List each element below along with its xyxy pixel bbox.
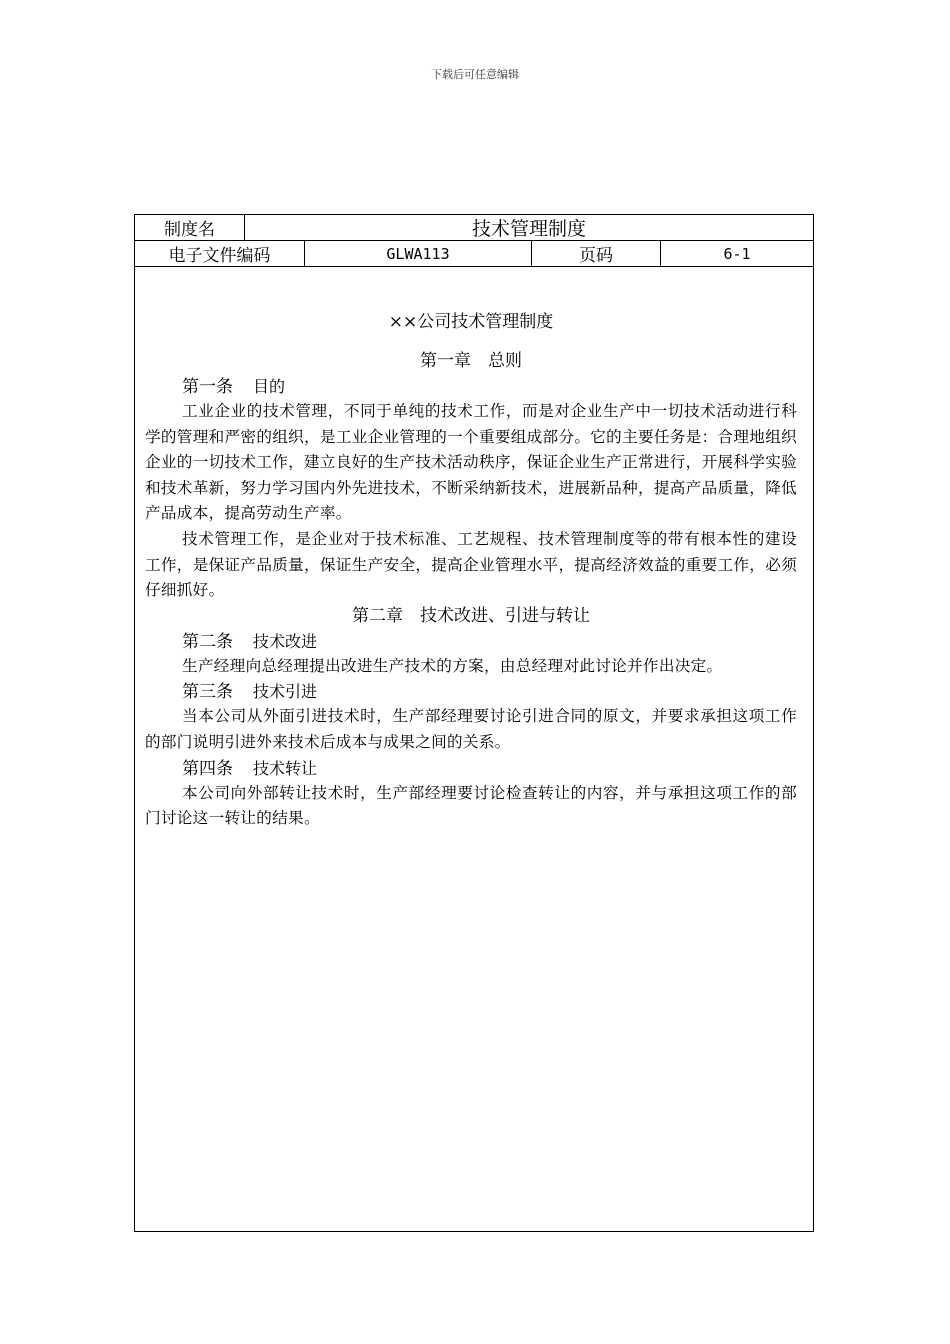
paragraph: 技术管理工作，是企业对于技术标准、工艺规程、技术管理制度等的带有根本性的建设工作，是保证产品质量，保证生产安全，提高企业管理水平，提高经济效益的重要工作，必须仔细抓好。 (145, 529, 797, 600)
article-number: 第三条 (182, 682, 233, 703)
name-label: 制度名 (135, 215, 245, 240)
article-name: 技术转让 (253, 758, 318, 778)
article-name: 技术改进 (253, 631, 318, 651)
file-code-label: 电子文件编码 (135, 241, 305, 266)
watermark: 下载后可任意编辑 (431, 68, 519, 81)
paragraph: 工业企业的技术管理，不同于单纯的技术工作，而是对企业生产中一切技术活动进行科学的管理和严密的组织，是工业企业管理的一个重要组成部分。它的主要任务是：合理地组织企业的一切技术工作，建立良好的生产技术活动秩序，保证企业生产正常进行，开展科学实验和技术革新，努力学习国内外先进技术，不断采纳新技术，进展新品种，提高产品质量，降低产品成本，提高劳动生产率。 (145, 402, 797, 523)
file-code-value: GLWA113 (305, 241, 532, 266)
chapter-title: 第二章 技术改进、引进与转让 (352, 605, 590, 626)
paragraph: 本公司向外部转让技术时，生产部经理要讨论检查转让的内容，并与承担这项工作的部门讨论这一转让的结果。 (145, 783, 797, 828)
chapter-title: 第一章 总则 (420, 351, 522, 371)
article-number: 第四条 (182, 758, 233, 779)
document-body (145, 267, 797, 832)
article-number: 第二条 (182, 631, 233, 652)
article-heading (145, 756, 797, 781)
page-value: 6-1 (723, 244, 751, 263)
article-name: 目的 (253, 377, 286, 396)
document-frame (134, 214, 814, 1232)
article-heading (145, 374, 797, 399)
article-number: 第一条 (182, 377, 233, 397)
article-heading (145, 629, 797, 654)
header-row-code (135, 241, 813, 267)
header-row-name (135, 215, 813, 241)
article-heading (145, 679, 797, 704)
page-label: 页码 (532, 241, 661, 266)
paragraph: 生产经理向总经理提出改进生产技术的方案，由总经理对此讨论并作出决定。 (182, 656, 723, 675)
name-value: 技术管理制度 (471, 218, 586, 240)
article-name: 技术引进 (253, 682, 318, 702)
document-title: ××公司技术管理制度 (388, 312, 554, 332)
paragraph: 当本公司从外面引进技术时，生产部经理要讨论引进合同的原文，并要求承担这项工作的部门说明引进外来技术后成本与成果之间的关系。 (145, 707, 797, 751)
